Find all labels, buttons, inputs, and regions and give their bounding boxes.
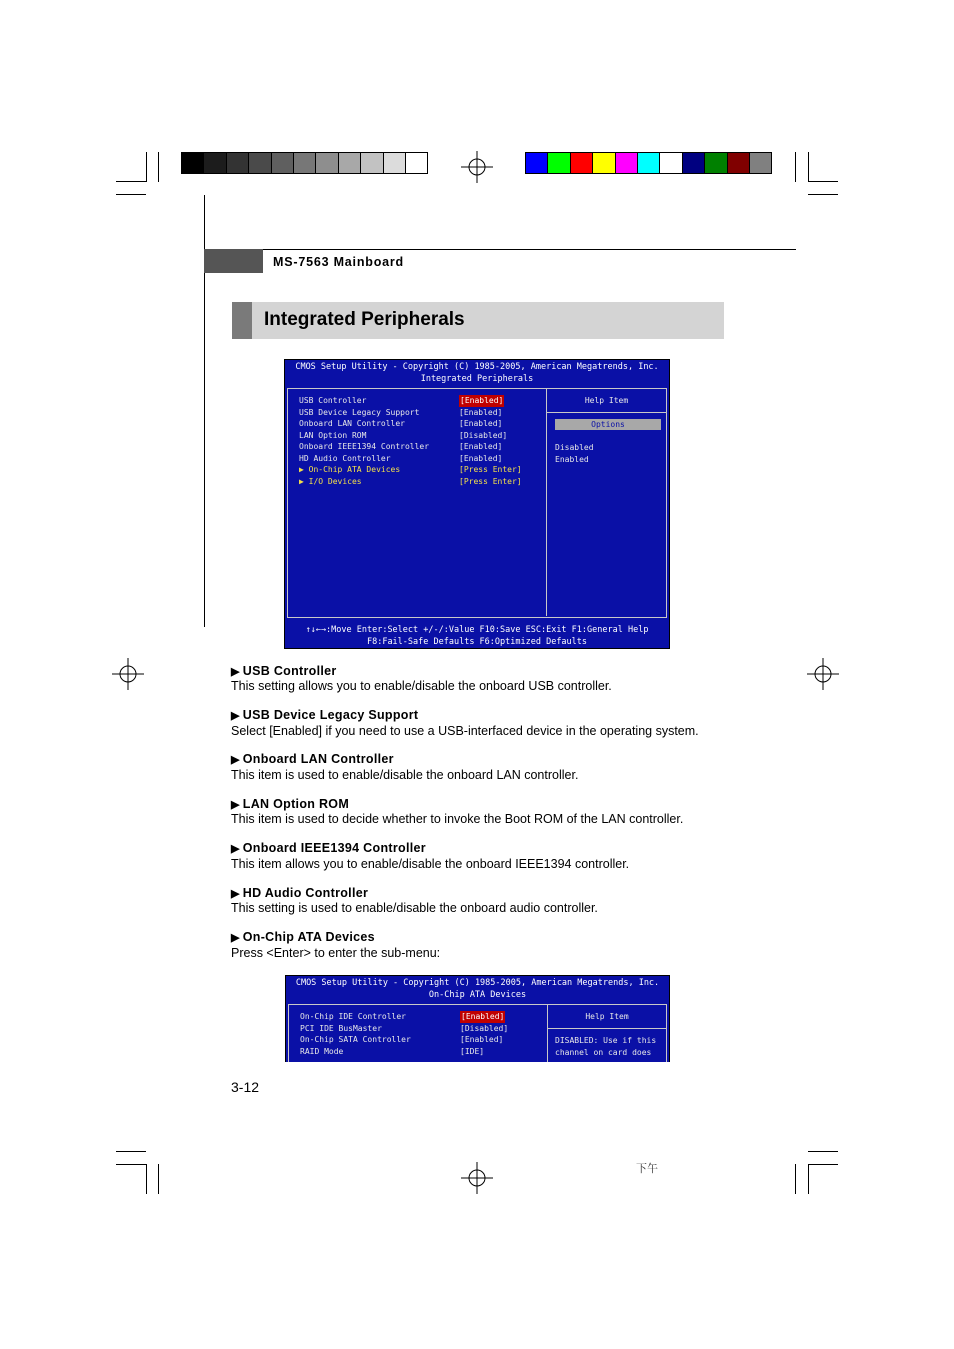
color-swatch bbox=[547, 152, 570, 174]
bios-help-separator bbox=[547, 412, 666, 413]
section-title: Integrated Peripherals bbox=[264, 309, 465, 330]
bios-item-value[interactable]: [Enabled] bbox=[459, 419, 503, 428]
color-swatch bbox=[315, 152, 338, 174]
crop-mark bbox=[116, 1164, 146, 1165]
color-swatch bbox=[704, 152, 727, 174]
color-swatch bbox=[682, 152, 705, 174]
header-tab bbox=[204, 249, 263, 273]
item-description: This setting is used to enable/disable the onboard audio controller. bbox=[231, 901, 598, 915]
crop-mark bbox=[158, 1164, 159, 1194]
bios-help-text: channel on card does bbox=[555, 1047, 652, 1057]
crop-mark bbox=[795, 1164, 796, 1194]
triangle-bullet-icon: ▶ bbox=[231, 843, 240, 855]
crop-mark bbox=[808, 1164, 838, 1165]
color-swatch bbox=[181, 152, 204, 174]
doc-title: MS-7563 Mainboard bbox=[273, 255, 404, 269]
crop-mark bbox=[116, 181, 146, 182]
color-swatch bbox=[749, 152, 772, 174]
bios-submenu-screen bbox=[285, 975, 670, 1062]
crop-mark bbox=[146, 1164, 147, 1194]
section-title-tab bbox=[232, 302, 252, 339]
color-swatch bbox=[226, 152, 249, 174]
color-swatch bbox=[360, 152, 383, 174]
color-swatch bbox=[592, 152, 615, 174]
bios-item-label[interactable]: HD Audio Controller bbox=[299, 453, 391, 463]
crop-mark bbox=[116, 194, 146, 195]
crop-mark bbox=[795, 152, 796, 182]
bios-header-line1: CMOS Setup Utility - Copyright (C) 1985-2005, American Megatrends, Inc. bbox=[295, 978, 660, 988]
bios-item-label[interactable]: USB Controller bbox=[299, 396, 367, 405]
bios-item-value[interactable]: [Enabled] bbox=[460, 1035, 504, 1044]
color-swatch bbox=[525, 152, 548, 174]
bios-item-value[interactable]: [Press Enter] bbox=[459, 465, 522, 474]
color-swatch bbox=[727, 152, 750, 174]
color-swatch bbox=[248, 152, 271, 174]
item-description: This item allows you to enable/disable the onboard IEEE1394 controller. bbox=[231, 857, 630, 871]
triangle-bullet-icon: ▶ bbox=[231, 799, 240, 811]
bios-help-text: DISABLED: Use if this bbox=[555, 1036, 657, 1045]
triangle-bullet-icon: ▶ bbox=[231, 710, 240, 722]
item-heading bbox=[231, 797, 349, 811]
crop-mark bbox=[146, 152, 147, 182]
color-swatch bbox=[405, 152, 428, 174]
bios-item-value[interactable]: [Enabled] bbox=[461, 1012, 505, 1021]
bios-options-bar: Options bbox=[555, 419, 661, 430]
item-heading bbox=[231, 886, 368, 900]
bios-item-label[interactable]: LAN Option ROM bbox=[299, 430, 367, 440]
item-heading-text: HD Audio Controller bbox=[242, 886, 369, 900]
bios-help-option: Disabled bbox=[555, 443, 594, 452]
bios-main-screen bbox=[284, 359, 670, 649]
crop-mark bbox=[808, 194, 838, 195]
bios-item-value[interactable]: [IDE] bbox=[460, 1046, 485, 1056]
item-heading-text: Onboard IEEE1394 Controller bbox=[242, 841, 426, 855]
item-heading-text: USB Controller bbox=[242, 664, 337, 678]
color-swatch bbox=[338, 152, 361, 174]
color-swatch bbox=[615, 152, 638, 174]
color-swatch bbox=[271, 152, 294, 174]
bios-item-value[interactable]: [Enabled] bbox=[459, 407, 503, 417]
bios-item-value[interactable]: [Press Enter] bbox=[459, 476, 522, 486]
bios-item-value[interactable]: [Enabled] bbox=[459, 453, 503, 463]
color-swatch bbox=[637, 152, 660, 174]
item-heading-text: USB Device Legacy Support bbox=[242, 708, 419, 722]
bios-item-label[interactable]: Onboard LAN Controller bbox=[299, 419, 405, 428]
item-heading bbox=[231, 841, 426, 855]
crop-mark bbox=[116, 1151, 146, 1152]
color-swatch bbox=[570, 152, 593, 174]
registration-target-icon bbox=[112, 658, 144, 690]
item-description: This setting allows you to enable/disable the onboard USB controller. bbox=[231, 679, 612, 693]
crop-mark bbox=[808, 1164, 809, 1194]
item-heading-text: LAN Option ROM bbox=[242, 797, 350, 811]
item-heading bbox=[231, 664, 337, 678]
color-swatch bbox=[203, 152, 226, 174]
page-number: 3-12 bbox=[231, 1079, 260, 1095]
item-description: This item is used to decide whether to invoke the Boot ROM of the LAN controller. bbox=[231, 812, 684, 826]
triangle-bullet-icon: ▶ bbox=[231, 666, 240, 678]
bios-submenu-label[interactable]: ▶ On-Chip ATA Devices bbox=[299, 465, 401, 474]
header-rule bbox=[204, 249, 796, 250]
bios-footer-line2: F8:Fail-Safe Defaults F6:Optimized Defaults bbox=[366, 637, 588, 647]
crop-mark bbox=[808, 181, 838, 182]
item-heading bbox=[231, 930, 375, 944]
bios-item-label[interactable]: RAID Mode bbox=[300, 1046, 344, 1056]
bios-header-line1: CMOS Setup Utility - Copyright (C) 1985-2005, American Megatrends, Inc. bbox=[295, 362, 659, 372]
bios-item-value[interactable]: [Disabled] bbox=[459, 430, 508, 440]
bios-help-title: Help Item bbox=[584, 396, 629, 405]
registration-target-icon bbox=[807, 658, 839, 690]
bios-item-label[interactable]: PCI IDE BusMaster bbox=[300, 1023, 382, 1033]
item-description: This item is used to enable/disable the onboard LAN controller. bbox=[231, 768, 579, 782]
bios-help-option: Enabled bbox=[555, 454, 589, 464]
bios-header-line2: On-Chip ATA Devices bbox=[428, 990, 527, 1000]
triangle-bullet-icon: ▶ bbox=[231, 888, 240, 900]
bios-help-title: Help Item bbox=[585, 1012, 629, 1021]
color-swatch bbox=[383, 152, 406, 174]
registration-target-icon bbox=[461, 151, 493, 183]
bios-submenu-label[interactable]: ▶ I/O Devices bbox=[299, 476, 362, 486]
crop-mark bbox=[808, 1151, 838, 1152]
bios-footer-line1: ↑↓←→:Move Enter:Select +/-/:Value F10:Save ESC:Exit F1:General Help bbox=[305, 625, 649, 635]
triangle-bullet-icon: ▶ bbox=[231, 932, 240, 944]
item-description: Press <Enter> to enter the sub-menu: bbox=[231, 946, 441, 960]
print-slug: 下午 bbox=[636, 1162, 658, 1175]
bios-item-value[interactable]: [Enabled] bbox=[460, 396, 504, 405]
item-heading-text: Onboard LAN Controller bbox=[242, 752, 394, 766]
color-swatch bbox=[659, 152, 682, 174]
item-heading-text: On-Chip ATA Devices bbox=[242, 930, 375, 944]
crop-mark bbox=[808, 152, 809, 182]
item-heading bbox=[231, 752, 394, 766]
bios-help-separator bbox=[548, 1028, 666, 1029]
registration-target-icon bbox=[461, 1162, 493, 1194]
bios-item-label[interactable]: USB Device Legacy Support bbox=[299, 407, 420, 417]
bios-header-line2: Integrated Peripherals bbox=[420, 374, 534, 384]
bios-item-value[interactable]: [Disabled] bbox=[460, 1023, 509, 1033]
bios-item-label[interactable]: On-Chip IDE Controller bbox=[300, 1012, 406, 1021]
bios-item-value[interactable]: [Enabled] bbox=[459, 442, 503, 451]
triangle-bullet-icon: ▶ bbox=[231, 754, 240, 766]
color-swatch bbox=[293, 152, 316, 174]
bios-divider bbox=[546, 389, 547, 616]
item-description: Select [Enabled] if you need to use a USB-interfaced device in the operating system. bbox=[231, 724, 699, 738]
crop-mark bbox=[158, 152, 159, 182]
bios-item-label[interactable]: Onboard IEEE1394 Controller bbox=[299, 442, 430, 451]
item-heading bbox=[231, 708, 418, 722]
bios-item-label[interactable]: On-Chip SATA Controller bbox=[300, 1035, 411, 1044]
